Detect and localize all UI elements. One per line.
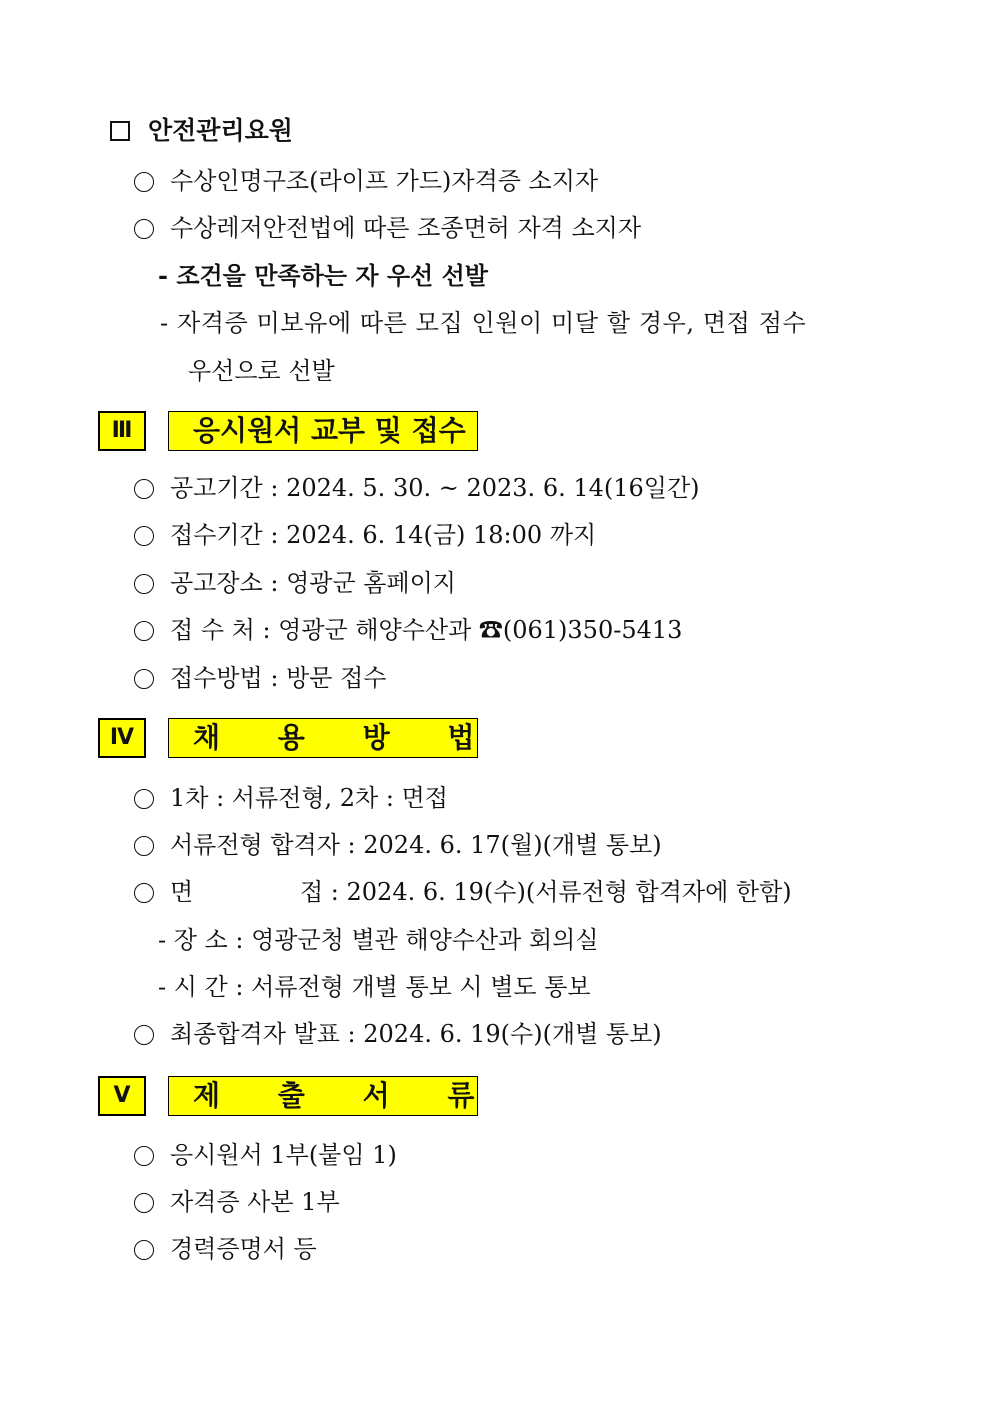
circle-bullet-icon xyxy=(134,836,154,856)
section-number-4: Ⅳ xyxy=(98,718,146,758)
list-item: 공고기간 : 2024. 5. 30. ~ 2023. 6. 14(16일간) xyxy=(170,474,700,502)
circle-bullet-icon xyxy=(134,621,154,641)
list-item: 최종합격자 발표 : 2024. 6. 19(수)(개별 통보) xyxy=(170,1020,662,1048)
list-item: 응시원서 1부(붙임 1) xyxy=(170,1141,397,1169)
section-heading-3: 응시원서 교부 및 접수 xyxy=(168,411,478,451)
circle-bullet-icon xyxy=(134,172,154,192)
section-title-safety: 안전관리요원 xyxy=(148,116,293,145)
list-item: 면 접 : 2024. 6. 19(수)(서류전형 합격자에 한함) xyxy=(170,878,792,906)
list-item: 경력증명서 등 xyxy=(170,1235,317,1263)
list-item: 1차 : 서류전형, 2차 : 면접 xyxy=(170,784,448,812)
list-item: 자격증 사본 1부 xyxy=(170,1188,340,1216)
list-item: 접수기간 : 2024. 6. 14(금) 18:00 까지 xyxy=(170,521,597,549)
circle-bullet-icon xyxy=(134,883,154,903)
section-number-3: Ⅲ xyxy=(98,411,146,451)
circle-bullet-icon xyxy=(134,1146,154,1166)
list-item: 공고장소 : 영광군 홈페이지 xyxy=(170,569,456,597)
circle-bullet-icon xyxy=(134,789,154,809)
circle-bullet-icon xyxy=(134,1240,154,1260)
list-item: 서류전형 합격자 : 2024. 6. 17(월)(개별 통보) xyxy=(170,831,662,859)
list-item: 수상레저안전법에 따른 조종면허 자격 소지자 xyxy=(170,214,642,242)
circle-bullet-icon xyxy=(134,479,154,499)
circle-bullet-icon xyxy=(134,669,154,689)
list-item: 수상인명구조(라이프 가드)자격증 소지자 xyxy=(170,167,599,195)
sub-item-place: - 장 소 : 영광군청 별관 해양수산과 회의실 xyxy=(158,926,599,954)
circle-bullet-icon xyxy=(134,526,154,546)
sub-item-time: - 시 간 : 서류전형 개별 통보 시 별도 통보 xyxy=(158,973,591,1001)
circle-bullet-icon xyxy=(134,1193,154,1213)
circle-bullet-icon xyxy=(134,574,154,594)
section-number-5: Ⅴ xyxy=(98,1076,146,1116)
list-item: 접 수 처 : 영광군 해양수산과 ☎(061)350-5413 xyxy=(170,616,683,644)
section-heading-4: 채 용 방 법 xyxy=(168,718,478,758)
sub-item-priority: - 조건을 만족하는 자 우선 선발 xyxy=(158,261,488,290)
sub-item-note-cont: 우선으로 선발 xyxy=(188,357,335,385)
list-item: 접수방법 : 방문 접수 xyxy=(170,664,387,692)
circle-bullet-icon xyxy=(134,1025,154,1045)
circle-bullet-icon xyxy=(134,219,154,239)
sub-item-note: - 자격증 미보유에 따른 모집 인원이 미달 할 경우, 면접 점수 xyxy=(160,309,807,337)
checkbox-square-icon xyxy=(110,121,130,141)
section-heading-5: 제 출 서 류 xyxy=(168,1076,478,1116)
